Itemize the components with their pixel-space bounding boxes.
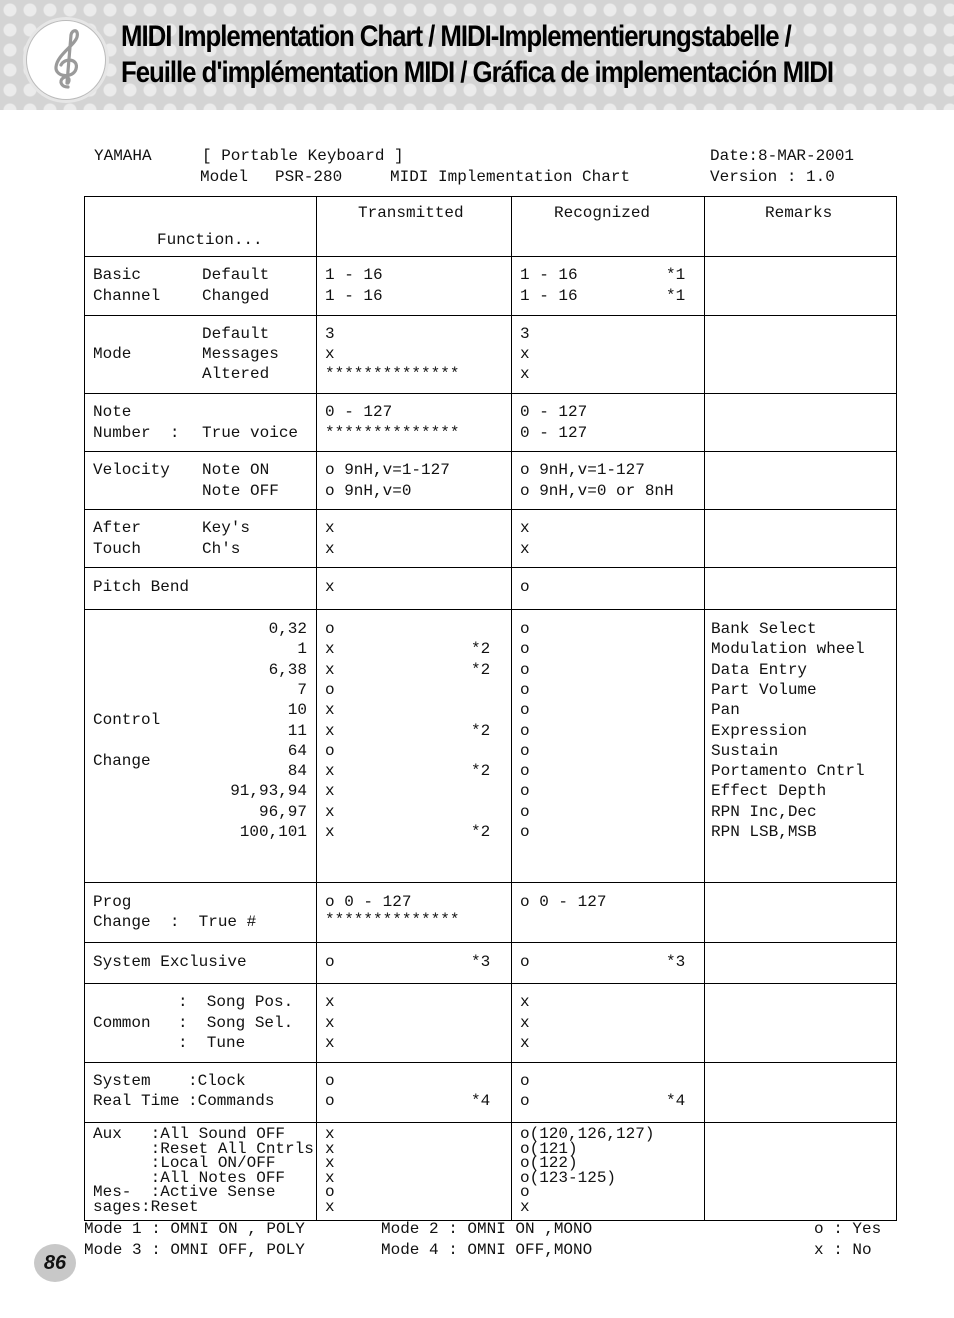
recognized-value: o xyxy=(520,701,530,720)
transmitted-value: x xyxy=(325,1125,335,1143)
recognized-value: 0 - 127 xyxy=(520,403,588,421)
row-label: Touch xyxy=(93,540,142,558)
yes-legend: o : Yes xyxy=(814,1220,882,1238)
recognized-value: o xyxy=(520,660,530,679)
recognized-value: o(122) xyxy=(520,1154,578,1173)
row-sublabel: Default xyxy=(202,266,270,284)
recognized-value: x xyxy=(520,519,530,537)
transmitted-value: x xyxy=(325,993,335,1011)
aux-message-label: :Local ON/OFF xyxy=(93,1154,276,1173)
table-row-control-change xyxy=(85,610,897,883)
recognized-value: o xyxy=(520,1092,530,1110)
transmitted-value: x xyxy=(325,1154,335,1173)
row-label: Basic xyxy=(93,266,142,284)
table-row xyxy=(85,943,897,984)
footnote-mark: *2 xyxy=(471,823,491,841)
row-label: Pitch Bend xyxy=(93,578,190,596)
control-number: 96,97 xyxy=(258,802,307,821)
transmitted-value: x xyxy=(325,345,335,363)
column-header-transmitted: Transmitted xyxy=(358,204,464,222)
mode-4-legend: Mode 4 : OMNI OFF,MONO xyxy=(381,1241,593,1259)
control-number: 84 xyxy=(287,762,307,781)
control-number: 0,32 xyxy=(268,620,307,638)
transmitted-value: 1 - 16 xyxy=(325,287,383,305)
transmitted-value: x xyxy=(325,540,335,558)
control-number: 6,38 xyxy=(268,660,307,679)
header-band xyxy=(0,0,954,110)
recognized-value: x xyxy=(520,365,530,383)
transmitted-value: 3 xyxy=(325,325,335,343)
control-number: 100,101 xyxy=(239,823,307,841)
recognized-value: x xyxy=(520,345,530,363)
row-label: Velocity xyxy=(93,461,170,479)
row-sublabel: :Commands xyxy=(188,1092,275,1110)
recognized-value: o xyxy=(520,640,530,659)
table-row xyxy=(85,1063,897,1123)
aux-message-label: Mes- :Active Sense xyxy=(93,1183,276,1202)
mode-3-legend: Mode 3 : OMNI OFF, POLY xyxy=(84,1241,305,1259)
transmitted-value: x xyxy=(325,823,335,841)
recognized-value: o xyxy=(520,953,530,971)
transmitted-value: x xyxy=(325,660,335,679)
transmitted-value: o xyxy=(325,953,335,971)
page-title-line-1: MIDI Implementation Chart / MIDI-Implementierungstabelle / xyxy=(121,20,791,53)
row-sublabel: : Tune xyxy=(178,1034,246,1052)
transmitted-value: o xyxy=(325,680,335,699)
transmitted-value: x xyxy=(325,1139,335,1158)
transmitted-value: o xyxy=(325,741,335,760)
footnote-mark: *4 xyxy=(471,1092,491,1110)
transmitted-value: x xyxy=(325,701,335,720)
row-label: Change : True # xyxy=(93,913,257,931)
model-value: PSR-280 xyxy=(275,168,343,186)
recognized-value: o xyxy=(520,741,530,760)
footnote-mark: *3 xyxy=(471,953,491,971)
control-number: 7 xyxy=(297,680,307,699)
footnote-mark: *2 xyxy=(471,640,491,659)
row-sublabel: True voice xyxy=(202,424,299,442)
table-row xyxy=(85,883,897,943)
recognized-value: o xyxy=(520,802,530,821)
row-label: Note xyxy=(93,403,132,421)
footnote-mark: *2 xyxy=(471,721,491,740)
recognized-value: x xyxy=(520,540,530,558)
remark-text: Bank Select xyxy=(711,620,817,638)
recognized-value: o xyxy=(520,721,530,740)
table-row xyxy=(85,394,897,452)
row-sublabel: : Song Sel. xyxy=(178,1014,294,1032)
recognized-value: o xyxy=(520,680,530,699)
transmitted-value: x xyxy=(325,802,335,821)
recognized-value: o xyxy=(520,762,530,781)
transmitted-value: x xyxy=(325,762,335,781)
control-number: 11 xyxy=(287,721,307,740)
footnote-mark: *1 xyxy=(666,266,686,284)
row-sublabel: Messages xyxy=(202,345,279,363)
footnote-mark: *2 xyxy=(471,762,491,781)
transmitted-value: x xyxy=(325,640,335,659)
row-sublabel: Key's xyxy=(202,519,251,537)
table-row xyxy=(85,257,897,316)
page-title-line-2: Feuille d'implémentation MIDI / Gráfica de implementación MIDI xyxy=(121,56,833,89)
column-header-remarks: Remarks xyxy=(765,204,833,222)
table-row xyxy=(85,510,897,568)
transmitted-value: o 0 - 127 xyxy=(325,893,412,911)
footnote-mark: *2 xyxy=(471,660,491,679)
transmitted-value: 1 - 16 xyxy=(325,266,383,284)
row-sublabel: :Clock xyxy=(188,1072,246,1090)
table-row xyxy=(85,984,897,1063)
midi-implementation-table xyxy=(84,196,897,1221)
table-header-row xyxy=(85,197,897,257)
recognized-value: o xyxy=(520,1183,530,1202)
transmitted-value: ************** xyxy=(325,911,460,929)
aux-message-label: :Reset All Cntrls xyxy=(93,1139,314,1158)
recognized-value: o(123-125) xyxy=(520,1168,617,1187)
control-number: 10 xyxy=(287,701,307,720)
mode-1-legend: Mode 1 : OMNI ON , POLY xyxy=(84,1220,305,1238)
row-label: Channel xyxy=(93,287,161,305)
row-label: Control xyxy=(93,711,161,729)
row-sublabel: : Song Pos. xyxy=(178,993,294,1011)
transmitted-value: o 9nH,v=1-127 xyxy=(325,461,450,479)
recognized-value: o 0 - 127 xyxy=(520,893,607,911)
recognized-value: o 9nH,v=1-127 xyxy=(520,461,645,479)
category-label: [ Portable Keyboard ] xyxy=(202,147,404,165)
remark-text: Modulation wheel xyxy=(711,640,865,659)
recognized-value: x xyxy=(520,1198,530,1216)
row-sublabel: Default xyxy=(202,325,270,343)
recognized-value: o(120,126,127) xyxy=(520,1125,655,1143)
transmitted-value: x xyxy=(325,519,335,537)
transmitted-value: x xyxy=(325,578,335,596)
recognized-value: 3 xyxy=(520,325,530,343)
row-label: System Exclusive xyxy=(93,953,247,971)
control-number: 91,93,94 xyxy=(230,782,307,801)
transmitted-value: x xyxy=(325,721,335,740)
page-number: 86 xyxy=(34,1244,76,1282)
aux-message-label: Aux :All Sound OFF xyxy=(93,1125,286,1143)
maker-label: YAMAHA xyxy=(94,147,152,165)
row-label: Real Time xyxy=(93,1092,180,1110)
transmitted-value: x xyxy=(325,1198,335,1216)
control-number: 64 xyxy=(287,741,307,760)
mode-2-legend: Mode 2 : OMNI ON ,MONO xyxy=(381,1220,593,1238)
row-sublabel: Altered xyxy=(202,365,270,383)
row-sublabel: Changed xyxy=(202,287,270,305)
transmitted-value: ************** xyxy=(325,365,460,383)
table-row xyxy=(85,568,897,610)
footnote-mark: *1 xyxy=(666,287,686,305)
remark-text: Sustain xyxy=(711,741,779,760)
recognized-value: o xyxy=(520,823,530,841)
row-label: System xyxy=(93,1072,151,1090)
transmitted-value: 0 - 127 xyxy=(325,403,393,421)
row-label: Change xyxy=(93,752,151,770)
transmitted-value: x xyxy=(325,782,335,801)
transmitted-value: o 9nH,v=0 xyxy=(325,482,412,500)
row-label: Number : xyxy=(93,424,180,442)
recognized-value: o xyxy=(520,1072,530,1090)
table-row xyxy=(85,452,897,510)
footnote-mark: *4 xyxy=(666,1092,686,1110)
transmitted-value: o xyxy=(325,1072,335,1090)
transmitted-value: o xyxy=(325,1183,335,1202)
recognized-value: x xyxy=(520,1014,530,1032)
column-header-function: Function... xyxy=(157,231,263,249)
aux-message-label: sages:Reset xyxy=(93,1198,199,1216)
aux-message-label: :All Notes OFF xyxy=(93,1168,286,1187)
row-label: Mode xyxy=(93,345,132,363)
recognized-value: o xyxy=(520,620,530,638)
recognized-value: x xyxy=(520,1034,530,1052)
transmitted-value: o xyxy=(325,1092,335,1110)
transmitted-value: x xyxy=(325,1034,335,1052)
transmitted-value: o xyxy=(325,620,335,638)
control-number: 1 xyxy=(297,640,307,659)
transmitted-value: x xyxy=(325,1014,335,1032)
row-sublabel: Note ON xyxy=(202,461,270,479)
recognized-value: x xyxy=(520,993,530,1011)
row-sublabel: Note OFF xyxy=(202,482,279,500)
treble-clef-logo xyxy=(26,20,106,100)
column-header-recognized: Recognized xyxy=(554,204,651,222)
remark-text: RPN Inc,Dec xyxy=(711,802,817,821)
version-label: Version : 1.0 xyxy=(710,168,835,186)
row-label: After xyxy=(93,519,142,537)
date-label: Date:8-MAR-2001 xyxy=(710,147,855,165)
row-sublabel: Ch's xyxy=(202,540,241,558)
recognized-value: 1 - 16 xyxy=(520,266,578,284)
recognized-value: o xyxy=(520,578,530,596)
table-row xyxy=(85,316,897,394)
remark-text: Expression xyxy=(711,721,808,740)
transmitted-value: x xyxy=(325,1168,335,1187)
table-row-aux-messages xyxy=(85,1123,897,1221)
recognized-value: o(121) xyxy=(520,1139,578,1158)
transmitted-value: ************** xyxy=(325,424,460,442)
recognized-value: o 9nH,v=0 or 8nH xyxy=(520,482,674,500)
remark-text: RPN LSB,MSB xyxy=(711,823,817,841)
recognized-value: o xyxy=(520,782,530,801)
footnote-mark: *3 xyxy=(666,953,686,971)
remark-text: Pan xyxy=(711,701,740,720)
row-label: Common xyxy=(93,1014,151,1032)
remark-text: Data Entry xyxy=(711,660,808,679)
remark-text: Portamento Cntrl xyxy=(711,762,865,781)
chart-title: MIDI Implementation Chart xyxy=(390,168,631,186)
row-label: Prog xyxy=(93,893,132,911)
recognized-value: 1 - 16 xyxy=(520,287,578,305)
remark-text: Effect Depth xyxy=(711,782,827,801)
recognized-value: 0 - 127 xyxy=(520,424,588,442)
no-legend: x : No xyxy=(814,1241,872,1259)
remark-text: Part Volume xyxy=(711,680,817,699)
model-label: Model xyxy=(200,168,249,186)
